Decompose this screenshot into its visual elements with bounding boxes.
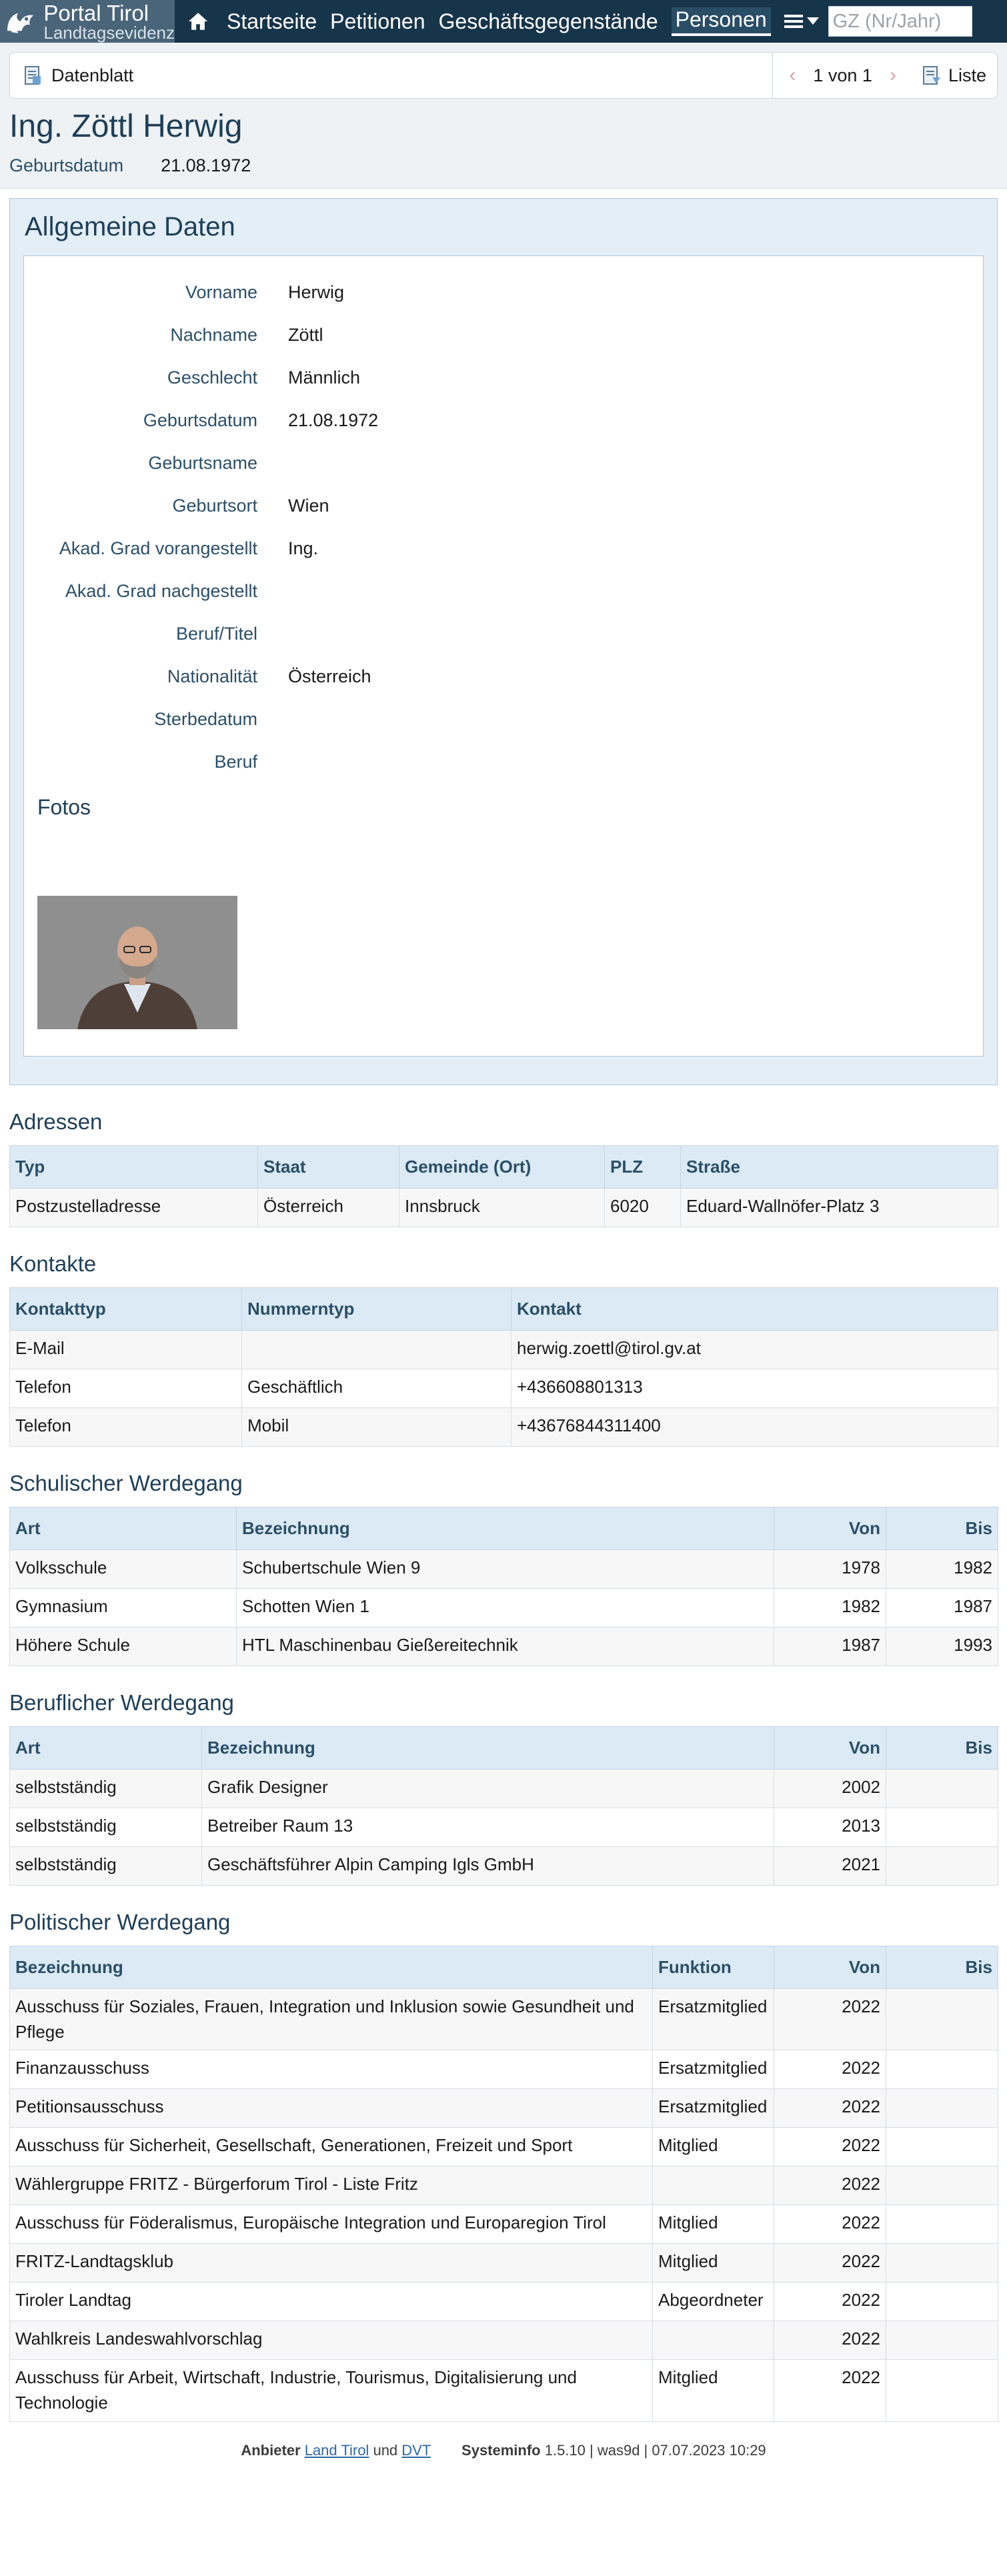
table-cell (653, 2321, 774, 2360)
table-cell (886, 2089, 998, 2128)
list-label: Liste (948, 65, 986, 85)
table-cell: 2022 (774, 2321, 886, 2360)
field-row (37, 484, 970, 527)
document-icon (23, 65, 42, 85)
column-header[interactable]: Gemeinde (Ort) (399, 1146, 605, 1189)
table-cell: Wählergruppe FRITZ - Bürgerforum Tirol - Liste Fritz (10, 2166, 653, 2205)
column-header[interactable]: PLZ (605, 1146, 681, 1189)
brand-title: Portal Tirol (43, 0, 149, 25)
table-row (10, 2128, 998, 2166)
table-cell (886, 2050, 998, 2089)
brand-subtitle: Landtagsevidenz (43, 22, 175, 43)
career-table (9, 1726, 998, 1886)
table-row (10, 2283, 998, 2321)
column-header[interactable]: Funktion (653, 1946, 774, 1989)
column-header[interactable]: Bis (886, 1507, 998, 1550)
table-cell: 2002 (774, 1770, 886, 1808)
column-header[interactable]: Staat (258, 1146, 399, 1189)
table-cell: Mitglied (653, 2360, 774, 2421)
nav-more-menu[interactable] (784, 13, 819, 29)
table-row (10, 1189, 998, 1227)
table-cell (886, 1847, 998, 1886)
table-cell: selbstständig (10, 1808, 202, 1847)
chevron-left-icon[interactable]: ‹ (789, 64, 796, 86)
table-cell: Ausschuss für Soziales, Frauen, Integration und Inklusion sowie Gesundheit und Pflege (10, 1989, 653, 2050)
table-cell: 2022 (774, 2283, 886, 2321)
nav-startseite[interactable]: Startseite (227, 9, 317, 33)
column-header[interactable]: Von (774, 1946, 886, 1989)
column-header[interactable]: Kontakttyp (10, 1288, 242, 1331)
top-navigation (0, 0, 1007, 43)
political-table (9, 1946, 998, 2422)
table-row (10, 1550, 998, 1589)
school-table (9, 1507, 998, 1666)
brand-logo-link[interactable] (0, 0, 175, 43)
table-cell: Innsbruck (399, 1189, 605, 1227)
table-cell: Grafik Designer (202, 1770, 774, 1808)
table-cell: FRITZ-Landtagsklub (10, 2244, 653, 2283)
field-label: Geschlecht (167, 367, 257, 388)
table-cell: E-Mail (10, 1331, 242, 1369)
nav-personen[interactable]: Personen (672, 7, 771, 36)
table-cell: Geschäftsführer Alpin Camping Igls GmbH (202, 1847, 774, 1886)
table-row (10, 1408, 998, 1447)
column-header[interactable]: Von (774, 1727, 886, 1770)
field-row (37, 271, 970, 313)
footer (0, 2442, 1007, 2467)
political-title: Politischer Werdegang (9, 1910, 231, 1934)
career-title: Beruflicher Werdegang (9, 1690, 234, 1715)
column-header[interactable]: Art (10, 1727, 202, 1770)
table-row (10, 2244, 998, 2283)
table-cell: Österreich (258, 1189, 399, 1227)
table-row (10, 1589, 998, 1628)
column-header[interactable]: Bezeichnung (202, 1727, 774, 1770)
contacts-title: Kontakte (9, 1251, 97, 1276)
table-cell: Schubertschule Wien 9 (237, 1550, 774, 1589)
table-cell: Ausschuss für Arbeit, Wirtschaft, Industrie, Tourismus, Digitalisierung und Technologie (10, 2360, 653, 2421)
table-cell: Mitglied (653, 2205, 774, 2244)
dvt-link[interactable]: DVT (401, 2441, 431, 2459)
table-cell: Ersatzmitglied (653, 1989, 774, 2050)
birthdate-label: Geburtsdatum (9, 155, 124, 175)
person-title: Ing. Zöttl Herwig (9, 109, 243, 144)
nav-petitionen[interactable]: Petitionen (330, 9, 425, 33)
table-row (10, 2089, 998, 2128)
person-photo[interactable] (37, 896, 237, 1029)
table-row (10, 2166, 998, 2205)
table-row (10, 2360, 998, 2421)
field-label: Beruf/Titel (175, 623, 257, 644)
column-header[interactable]: Kontakt (512, 1288, 998, 1331)
column-header[interactable]: Typ (10, 1146, 258, 1189)
field-label: Akad. Grad nachgestellt (65, 580, 257, 601)
field-value: Zöttl (288, 324, 323, 345)
birthdate-value: 21.08.1972 (161, 155, 251, 175)
field-label: Nationalität (167, 666, 257, 686)
field-row (37, 313, 970, 356)
field-row (37, 570, 970, 612)
table-cell: 1993 (886, 1628, 998, 1666)
table-cell: Petitionsausschuss (10, 2089, 653, 2128)
field-label: Nachname (170, 324, 257, 345)
field-row (37, 740, 970, 783)
table-cell: Finanzausschuss (10, 2050, 653, 2089)
column-header[interactable]: Von (774, 1507, 886, 1550)
table-cell: 2022 (774, 2244, 886, 2283)
provider-label: Anbieter (241, 2441, 301, 2459)
addresses-table (9, 1145, 998, 1227)
and-text: und (373, 2441, 398, 2459)
column-header[interactable]: Nummerntyp (242, 1288, 512, 1331)
person-birthdate (9, 155, 998, 176)
table-cell: Telefon (10, 1369, 242, 1408)
header-band (0, 43, 1007, 189)
table-row (10, 1847, 998, 1886)
chevron-right-icon[interactable]: › (889, 64, 896, 86)
toolbar (9, 52, 998, 99)
table-cell: Betreiber Raum 13 (202, 1808, 774, 1847)
field-row (37, 399, 970, 442)
table-row (10, 1331, 998, 1369)
land-tirol-link[interactable]: Land Tirol (304, 2441, 369, 2459)
table-cell: 2013 (774, 1808, 886, 1847)
table-row (10, 1808, 998, 1847)
table-cell: 1978 (774, 1550, 886, 1589)
table-cell: 2022 (774, 2360, 886, 2421)
table-cell: +436608801313 (512, 1369, 998, 1408)
table-row (10, 2205, 998, 2244)
table-cell: Ersatzmitglied (653, 2089, 774, 2128)
addresses-title: Adressen (9, 1109, 103, 1134)
field-label: Geburtsdatum (143, 410, 257, 430)
table-cell (886, 1770, 998, 1808)
field-row (37, 698, 970, 740)
table-cell: HTL Maschinenbau Gießereitechnik (237, 1628, 774, 1666)
table-row (10, 2321, 998, 2360)
sysinfo-label: Systeminfo (461, 2441, 541, 2459)
general-data-panel (9, 198, 998, 1085)
table-cell: 2022 (774, 2166, 886, 2205)
table-cell: Geschäftlich (242, 1369, 512, 1408)
field-row (37, 612, 970, 655)
table-cell: Ausschuss für Sicherheit, Gesellschaft, Generationen, Freizeit und Sport (10, 2128, 653, 2166)
field-value: Herwig (288, 281, 345, 302)
table-cell: Volksschule (10, 1550, 237, 1589)
field-label: Sterbedatum (154, 708, 257, 729)
datasheet-label: Datenblatt (51, 65, 134, 85)
table-row (10, 2050, 998, 2089)
tirol-eagle-icon (3, 1, 38, 41)
field-value: Männlich (288, 367, 361, 388)
table-cell: 1987 (886, 1589, 998, 1628)
table-cell: +43676844311400 (512, 1408, 998, 1447)
table-cell: Eduard-Wallnöfer-Platz 3 (681, 1189, 998, 1227)
table-cell (886, 2166, 998, 2205)
field-label: Beruf (214, 751, 257, 772)
table-cell (886, 2321, 998, 2360)
photos-title: Fotos (37, 795, 91, 819)
table-cell: Mitglied (653, 2244, 774, 2283)
field-value: Österreich (288, 666, 371, 686)
field-value: Ing. (288, 538, 319, 558)
field-label: Akad. Grad vorangestellt (59, 538, 257, 558)
column-header[interactable]: Bis (886, 1946, 998, 1989)
table-cell: 1982 (886, 1550, 998, 1589)
table-cell: Abgeordneter (653, 2283, 774, 2321)
table-cell: Mitglied (653, 2128, 774, 2166)
column-header[interactable]: Bis (886, 1727, 998, 1770)
caret-down-icon (807, 17, 819, 25)
field-label: Geburtsort (172, 495, 257, 516)
table-cell (886, 2283, 998, 2321)
table-cell (886, 2244, 998, 2283)
column-header[interactable]: Art (10, 1507, 237, 1550)
table-cell (886, 1808, 998, 1847)
pager-text: 1 von 1 (813, 65, 872, 85)
table-cell: Höhere Schule (10, 1628, 237, 1666)
table-row (10, 1628, 998, 1666)
general-data-fields (23, 255, 984, 1057)
person-portrait-icon (37, 896, 237, 1029)
table-cell: Tiroler Landtag (10, 2283, 653, 2321)
table-cell: 1987 (774, 1628, 886, 1666)
datasheet-tab[interactable] (23, 65, 133, 86)
table-cell (886, 1989, 998, 2050)
field-row (37, 356, 970, 399)
table-cell: 2022 (774, 1989, 886, 2050)
column-header[interactable]: Bezeichnung (10, 1946, 653, 1989)
table-cell: selbstständig (10, 1847, 202, 1886)
home-icon[interactable] (183, 6, 213, 37)
table-cell: Wahlkreis Landeswahlvorschlag (10, 2321, 653, 2360)
column-header[interactable]: Straße (681, 1146, 998, 1189)
table-cell (653, 2166, 774, 2205)
hamburger-icon (784, 13, 803, 29)
general-data-title: Allgemeine Daten (25, 212, 235, 241)
table-cell: 2022 (774, 2050, 886, 2089)
table-cell: 6020 (605, 1189, 681, 1227)
gz-search-input[interactable] (828, 6, 972, 37)
list-document-icon (922, 65, 942, 85)
table-cell: Postzustelladresse (10, 1189, 258, 1227)
field-value: 21.08.1972 (288, 410, 379, 430)
field-row (37, 527, 970, 570)
table-row (10, 1369, 998, 1408)
list-button[interactable] (922, 65, 986, 86)
table-cell: 2022 (774, 2205, 886, 2244)
table-row (10, 1770, 998, 1808)
table-cell (886, 2128, 998, 2166)
field-label: Geburtsname (148, 452, 257, 473)
sysinfo-value: 1.5.10 | was9d | 07.07.2023 10:29 (544, 2441, 766, 2459)
field-row (37, 655, 970, 698)
table-cell: selbstständig (10, 1770, 202, 1808)
nav-geschaeftsgegenstaende[interactable]: Geschäftsgegenstände (438, 9, 658, 33)
table-cell: 2022 (774, 2128, 886, 2166)
column-header[interactable]: Bezeichnung (237, 1507, 774, 1550)
school-title: Schulischer Werdegang (9, 1471, 243, 1495)
table-cell: herwig.zoettl@tirol.gv.at (512, 1331, 998, 1369)
table-cell (886, 2205, 998, 2244)
table-cell: Ausschuss für Föderalismus, Europäische Integration und Europaregion Tirol (10, 2205, 653, 2244)
field-value: Wien (288, 495, 329, 516)
pager (772, 52, 986, 99)
table-cell (242, 1331, 512, 1369)
table-cell: 2022 (774, 2089, 886, 2128)
table-row (10, 1989, 998, 2050)
table-cell: Ersatzmitglied (653, 2050, 774, 2089)
table-cell: Schotten Wien 1 (237, 1589, 774, 1628)
table-cell: Gymnasium (10, 1589, 237, 1628)
table-cell (886, 2360, 998, 2421)
field-row (37, 442, 970, 484)
table-cell: 1982 (774, 1589, 886, 1628)
table-cell: Mobil (242, 1408, 512, 1447)
contacts-table (9, 1287, 998, 1447)
field-label: Vorname (185, 281, 257, 302)
table-cell: Telefon (10, 1408, 242, 1447)
table-cell: 2021 (774, 1847, 886, 1886)
